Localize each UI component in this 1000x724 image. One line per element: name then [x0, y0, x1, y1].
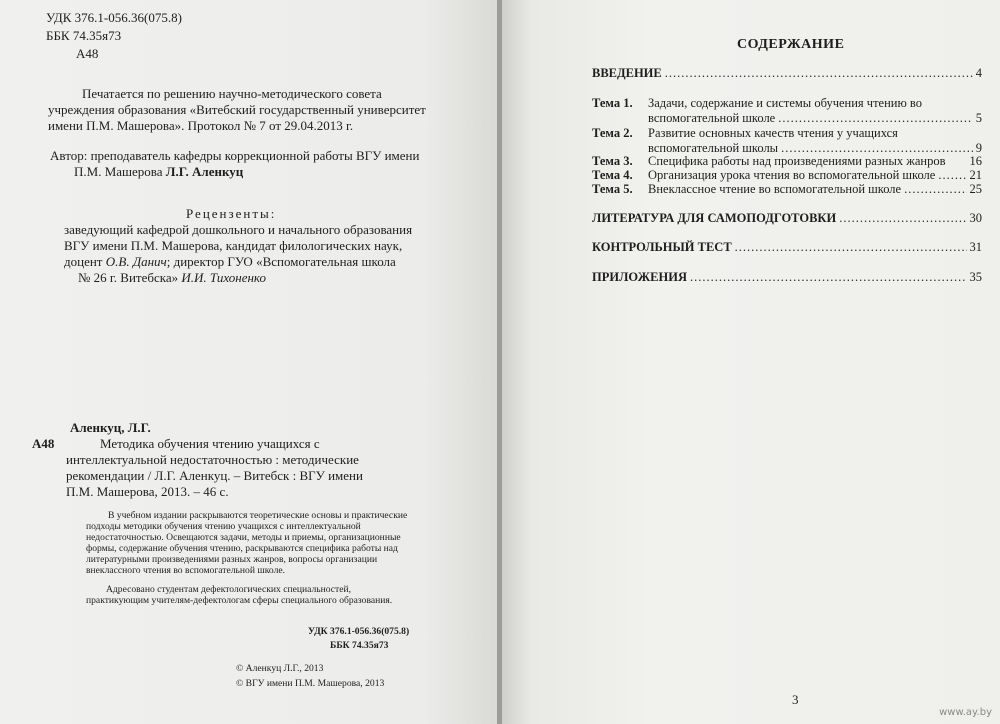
- reviewer-text: № 26 г. Витебска»: [78, 270, 182, 285]
- toc-topic-1-line-2: [648, 111, 982, 126]
- toc-entry-appendix: [592, 270, 982, 285]
- toc-entry-literature: [592, 211, 982, 226]
- toc-topic-5-text: Внеклассное чтение во вспомогательной школе: [648, 182, 902, 196]
- author-affiliation: П.М. Машерова: [74, 164, 166, 179]
- author-line-2: [74, 164, 243, 179]
- toc-topic-4-page: 21: [969, 168, 982, 182]
- toc-topic-4-number: Тема 4.: [592, 168, 633, 182]
- abstract-line-4: формы, содержание обучения чтению, раскрываются специфика работы над: [86, 543, 398, 554]
- toc-appendix-label: ПРИЛОЖЕНИЯ: [592, 270, 687, 284]
- reviewer-line-1: заведующий кафедрой дошкольного и начального образования: [64, 222, 413, 237]
- bbk-code: ББК 74.35я73: [46, 28, 122, 43]
- toc-topic-3-page: 16: [969, 154, 982, 168]
- author-name: Л.Г. Аленкуц: [165, 164, 244, 179]
- toc-topic-5-number: Тема 5.: [592, 182, 633, 196]
- audience-line-1: Адресовано студентам дефектологических специальностей,: [106, 584, 352, 595]
- toc-topic-2-text: вспомогательной школы: [648, 141, 779, 155]
- toc-topic-5-page: 25: [969, 182, 982, 196]
- toc-literature-page: 30: [969, 211, 982, 225]
- toc-topic-2-number: Тема 2.: [592, 126, 633, 140]
- udk-code-footer: УДК 376.1-056.36(075.8): [308, 626, 410, 637]
- audience-line-2: практикующим учителям-дефектологам сферы специального образования.: [86, 595, 393, 606]
- toc-topic-2-line-1: Развитие основных качеств чтения у учащихся: [648, 126, 898, 140]
- reviewers-heading: Рецензенты:: [186, 206, 277, 221]
- toc-topic-2-page: 9: [975, 141, 982, 155]
- reviewer-text: доцент: [64, 254, 106, 269]
- toc-topic-5-row: [648, 182, 982, 197]
- toc-test-label: КОНТРОЛЬНЫЙ ТЕСТ: [592, 240, 732, 254]
- toc-leader-dots: [735, 240, 967, 255]
- toc-leader-dots: [778, 111, 973, 126]
- toc-topic-1-text: вспомогательной школе: [648, 111, 776, 125]
- toc-leader-dots: [938, 168, 966, 183]
- toc-topic-1-line-1: Задачи, содержание и системы обучения чтению во: [648, 96, 922, 110]
- toc-literature-label: ЛИТЕРАТУРА ДЛЯ САМОПОДГОТОВКИ: [592, 211, 837, 225]
- biblio-line-2: интеллектуальной недостаточностью : методические: [66, 452, 359, 467]
- reviewer-line-4: [78, 270, 266, 285]
- bbk-code-footer: ББК 74.35я73: [330, 640, 389, 651]
- toc-topic-1-number: Тема 1.: [592, 96, 633, 110]
- abstract-line-5: литературными произведениями разных жанров, вопросы организации: [86, 554, 378, 565]
- reviewer-name-2: И.И. Тихоненко: [181, 270, 267, 285]
- reviewer-line-3: [64, 254, 396, 269]
- toc-test-page: 31: [969, 240, 982, 254]
- left-page: [0, 0, 498, 724]
- printed-line-1: Печатается по решению научно-методического совета: [82, 86, 382, 101]
- toc-leader-dots: [839, 211, 966, 226]
- reviewer-name-1: О.В. Данич: [105, 254, 167, 269]
- toc-intro-page: 4: [975, 66, 982, 80]
- toc-entry-intro: [592, 66, 982, 81]
- printed-line-3: имени П.М. Машерова». Протокол № 7 от 29.04.2013 г.: [48, 118, 354, 133]
- toc-appendix-page: 35: [969, 270, 982, 284]
- toc-intro-label: ВВЕДЕНИЕ: [592, 66, 662, 80]
- toc-leader-dots: [904, 182, 966, 197]
- toc-entry-test: [592, 240, 982, 255]
- printed-line-2: учреждения образования «Витебский государственный университет: [48, 102, 426, 117]
- abstract-line-1: В учебном издании раскрываются теоретические основы и практические: [108, 510, 408, 521]
- toc-topic-3-text: Специфика работы над произведениями разных жанров: [648, 154, 946, 168]
- toc-title: СОДЕРЖАНИЕ: [737, 37, 845, 52]
- abstract-line-6: внеклассного чтения во вспомогательной школе.: [86, 565, 286, 576]
- toc-leader-dots: [665, 66, 973, 81]
- toc-leader-dots: [690, 270, 967, 285]
- copyright-university: © ВГУ имени П.М. Машерова, 2013: [236, 678, 385, 689]
- biblio-code: А48: [32, 436, 55, 451]
- toc-topic-4-row: [648, 168, 982, 183]
- watermark-text: www.ay.by: [939, 707, 992, 718]
- biblio-line-1: Методика обучения чтению учащихся с: [100, 436, 320, 451]
- abstract-line-3: недостаточностью. Освещаются задачи, методы и приемы, организационные: [86, 532, 401, 543]
- author-code: А48: [76, 46, 99, 61]
- abstract-line-2: подходы методики обучения чтению учащихся с интеллектуальной: [86, 521, 361, 532]
- reviewer-line-2: ВГУ имени П.М. Машерова, кандидат филологических наук,: [64, 238, 403, 253]
- author-line-1: Автор: преподаватель кафедры коррекционной работы ВГУ имени: [50, 148, 420, 163]
- biblio-line-3: рекомендации / Л.Г. Аленкуц. – Витебск : ВГУ имени: [66, 468, 363, 483]
- page-number: 3: [792, 692, 799, 707]
- udk-code: УДК 376.1-056.36(075.8): [46, 10, 182, 25]
- biblio-author: Аленкуц, Л.Г.: [70, 420, 151, 435]
- copyright-author: © Аленкуц Л.Г., 2013: [236, 663, 324, 674]
- toc-topic-1-page: 5: [975, 111, 982, 125]
- reviewer-text: ; директор ГУО «Вспомогательная школа: [166, 254, 396, 269]
- toc-topic-3-number: Тема 3.: [592, 154, 633, 168]
- biblio-line-4: П.М. Машерова, 2013. – 46 с.: [66, 484, 229, 499]
- toc-topic-4-text: Организация урока чтения во вспомогательной школе: [648, 168, 936, 182]
